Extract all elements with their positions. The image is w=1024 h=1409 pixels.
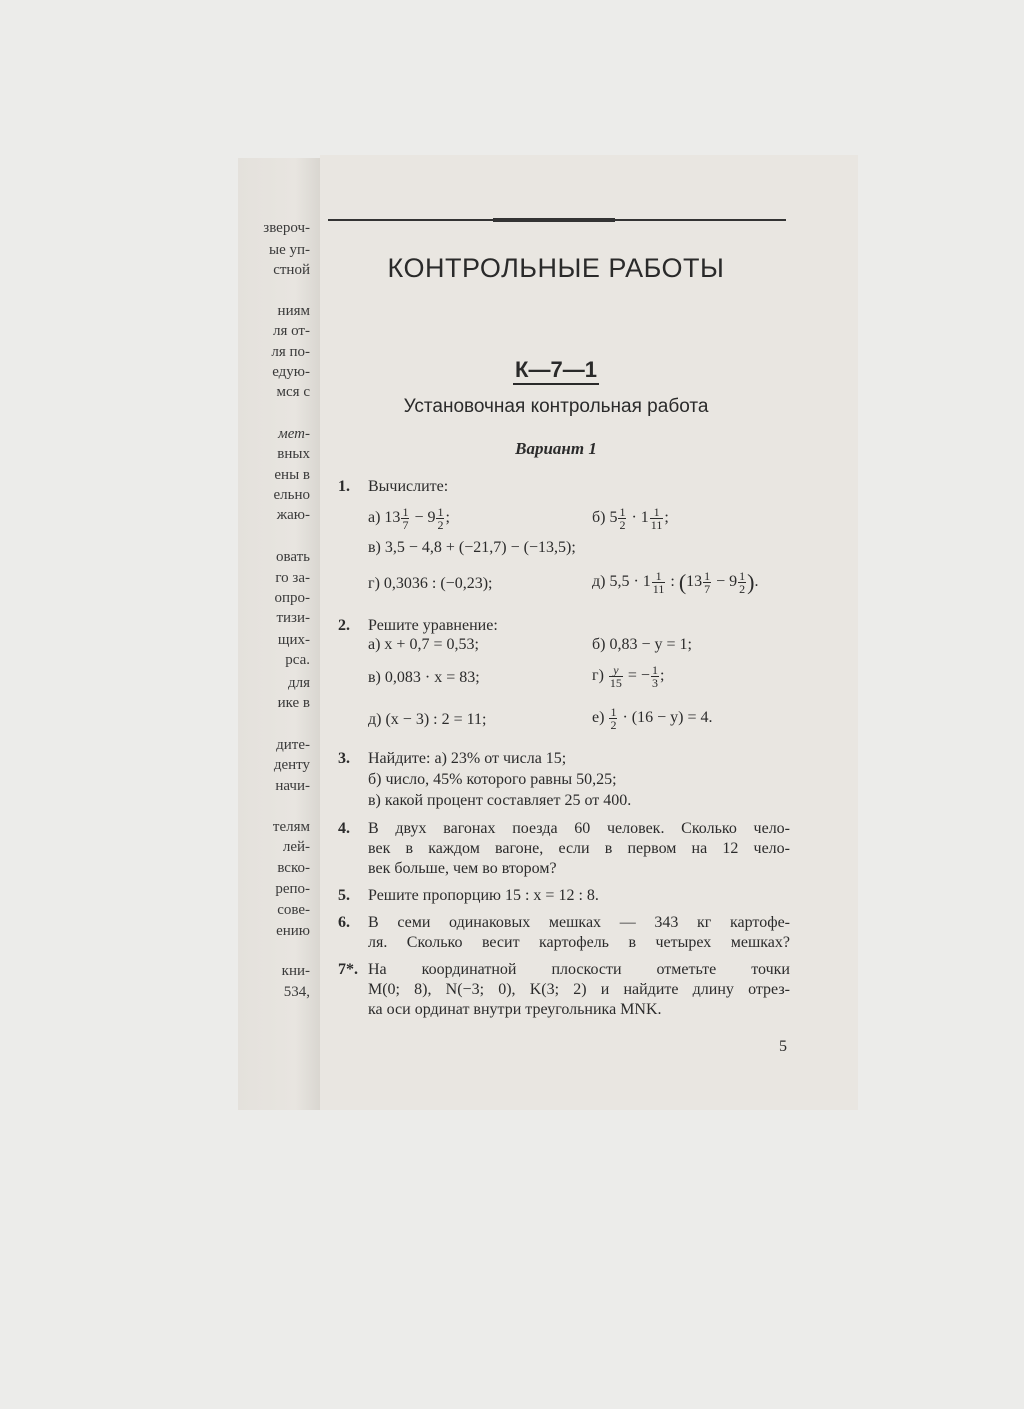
margin-fragment: лей- xyxy=(282,839,310,855)
margin-fragment: ению xyxy=(276,923,310,939)
denominator: 11 xyxy=(650,518,663,532)
margin-fragment: мет- xyxy=(278,426,310,442)
margin-fragment: денту xyxy=(273,757,310,773)
numerator: 1 xyxy=(651,663,658,677)
equation-a: а) x + 0,7 = 0,53; xyxy=(368,636,479,653)
margin-fragment: го за- xyxy=(275,570,310,586)
top-rule-accent xyxy=(493,218,615,222)
margin-fragment: дите- xyxy=(276,737,310,753)
task-line: век больше, чем во втором? xyxy=(368,860,557,877)
fraction xyxy=(609,664,623,689)
denominator: 15 xyxy=(609,676,622,690)
task-number: 2. xyxy=(338,617,350,634)
numerator: 1 xyxy=(652,570,666,583)
denominator: 2 xyxy=(610,718,617,732)
expr-text: б) 5 xyxy=(592,509,618,527)
equation-e xyxy=(592,706,712,731)
equation-d: д) (x − 3) : 2 = 11; xyxy=(368,711,487,728)
denominator: 2 xyxy=(437,518,444,532)
expr-text: ; xyxy=(659,667,665,685)
task-number: 3. xyxy=(338,750,350,767)
expr-text: − 9 xyxy=(410,509,436,527)
task-number: 1. xyxy=(338,478,350,495)
task-line: б) число, 45% которого равны 50,25; xyxy=(368,771,617,788)
margin-fragment: начи- xyxy=(275,778,310,794)
fraction xyxy=(652,570,666,595)
equation-g xyxy=(592,664,664,689)
task-line: На координатной плоскости отметьте точки xyxy=(368,961,790,978)
margin-fragment: стной xyxy=(273,262,310,278)
margin-fragment: ике в xyxy=(277,695,310,711)
task-number: 5. xyxy=(338,887,350,904)
margin-fragment: опро- xyxy=(274,590,310,606)
equation-b: б) 0,83 − y = 1; xyxy=(592,636,692,653)
page-number: 5 xyxy=(779,1038,787,1055)
denominator: 7 xyxy=(402,518,409,532)
equation-v: в) 0,083 · x = 83; xyxy=(368,669,480,686)
task-line: M(0; 8), N(−3; 0), K(3; 2) и найдите длину отрез- xyxy=(368,981,790,998)
denominator: 11 xyxy=(652,582,665,596)
fraction xyxy=(703,570,711,595)
expr-text: · (16 − y) = 4. xyxy=(618,709,713,727)
numerator: y xyxy=(609,664,623,677)
expr-text: . xyxy=(754,573,759,591)
margin-fragment: едую- xyxy=(272,364,310,380)
margin-fragment: ля по- xyxy=(271,344,310,360)
numerator: 1 xyxy=(610,705,617,719)
margin-fragment: вско- xyxy=(277,860,310,876)
denominator: 7 xyxy=(704,582,711,596)
expr-text: г) xyxy=(592,667,608,685)
margin-fragment: жаю- xyxy=(276,507,310,523)
fraction xyxy=(401,506,409,531)
margin-fragment: кни- xyxy=(281,963,310,979)
task-line: ка оси ординат внутри треугольника MNK. xyxy=(368,1001,662,1018)
task-line: век в каждом вагоне, если в первом на 12 чело- xyxy=(368,840,790,857)
expr-text: − 9 xyxy=(712,573,738,591)
expression-a xyxy=(368,506,450,531)
task-number: 4. xyxy=(338,820,350,837)
fraction xyxy=(650,506,664,531)
expr-text: 13 xyxy=(686,573,703,591)
expression-g: г) 0,3036 : (−0,23); xyxy=(368,575,493,592)
work-code-wrap xyxy=(326,357,786,383)
left-page-edge xyxy=(238,158,320,1110)
fraction xyxy=(436,506,444,531)
expression-d xyxy=(592,570,759,595)
margin-fragment: вных xyxy=(277,446,310,462)
denominator: 2 xyxy=(739,582,746,596)
expr-text: ; xyxy=(664,509,669,527)
variant-label: Вариант 1 xyxy=(515,439,597,458)
numerator: 1 xyxy=(402,505,409,519)
margin-fragment: для xyxy=(287,675,310,691)
margin-fragment: ельно xyxy=(273,487,310,503)
margin-fragment: тизи- xyxy=(276,610,310,626)
margin-fragment: овать xyxy=(275,549,310,565)
expr-text: а) 13 xyxy=(368,509,401,527)
fraction xyxy=(618,506,626,531)
margin-fragment: ые уп- xyxy=(268,242,310,258)
fraction xyxy=(609,706,617,731)
margin-fragment: мся с xyxy=(276,384,310,400)
margin-fragment: сове- xyxy=(277,902,310,918)
fraction xyxy=(738,570,746,595)
task-line: Решите пропорцию 15 : x = 12 : 8. xyxy=(368,887,599,904)
expression-b xyxy=(592,506,669,531)
task-line: В двух вагонах поезда 60 человек. Сколько чело- xyxy=(368,820,790,837)
task-prompt: Решите уравнение: xyxy=(368,617,498,634)
numerator: 1 xyxy=(739,569,746,583)
expr-text: : xyxy=(666,573,679,591)
denominator: 2 xyxy=(619,518,626,532)
fraction xyxy=(651,664,659,689)
expr-text: ; xyxy=(445,509,450,527)
expr-text: = − xyxy=(623,667,650,685)
task-line: ля. Сколько весит картофель в четырех мешках? xyxy=(368,934,790,951)
expr-text: · 1 xyxy=(627,509,649,527)
task-line: в) какой процент составляет 25 от 400. xyxy=(368,792,632,809)
margin-fragment: 534, xyxy=(283,984,310,1000)
paren-close: ) xyxy=(747,569,755,595)
margin-fragment: репо- xyxy=(275,881,310,897)
margin-fragment: телям xyxy=(272,819,310,835)
numerator: 1 xyxy=(619,505,626,519)
numerator: 1 xyxy=(437,505,444,519)
task-line: Найдите: а) 23% от числа 15; xyxy=(368,750,567,767)
margin-fragment: звероч- xyxy=(263,220,310,236)
numerator: 1 xyxy=(704,569,711,583)
task-prompt: Вычислите: xyxy=(368,478,449,495)
work-title: Установочная контрольная работа xyxy=(403,396,709,417)
task-number: 7*. xyxy=(338,961,358,978)
expr-text: д) 5,5 · 1 xyxy=(592,573,651,591)
margin-fragment: ены в xyxy=(274,467,310,483)
denominator: 3 xyxy=(651,676,658,690)
margin-fragment: щих- xyxy=(277,632,310,648)
margin-fragment: ля от- xyxy=(273,323,310,339)
task-line: В семи одинаковых мешках — 343 кг картофе- xyxy=(368,914,790,931)
expression-v: в) 3,5 − 4,8 + (−21,7) − (−13,5); xyxy=(368,539,576,556)
numerator: 1 xyxy=(650,506,664,519)
page-heading: КОНТРОЛЬНЫЕ РАБОТЫ xyxy=(387,253,725,283)
paren-open: ( xyxy=(678,569,687,595)
expr-text: е) xyxy=(592,709,609,727)
margin-fragment: рса. xyxy=(285,652,310,668)
task-number: 6. xyxy=(338,914,350,931)
margin-fragment: ниям xyxy=(277,303,310,319)
work-code: К—7—1 xyxy=(513,357,599,385)
